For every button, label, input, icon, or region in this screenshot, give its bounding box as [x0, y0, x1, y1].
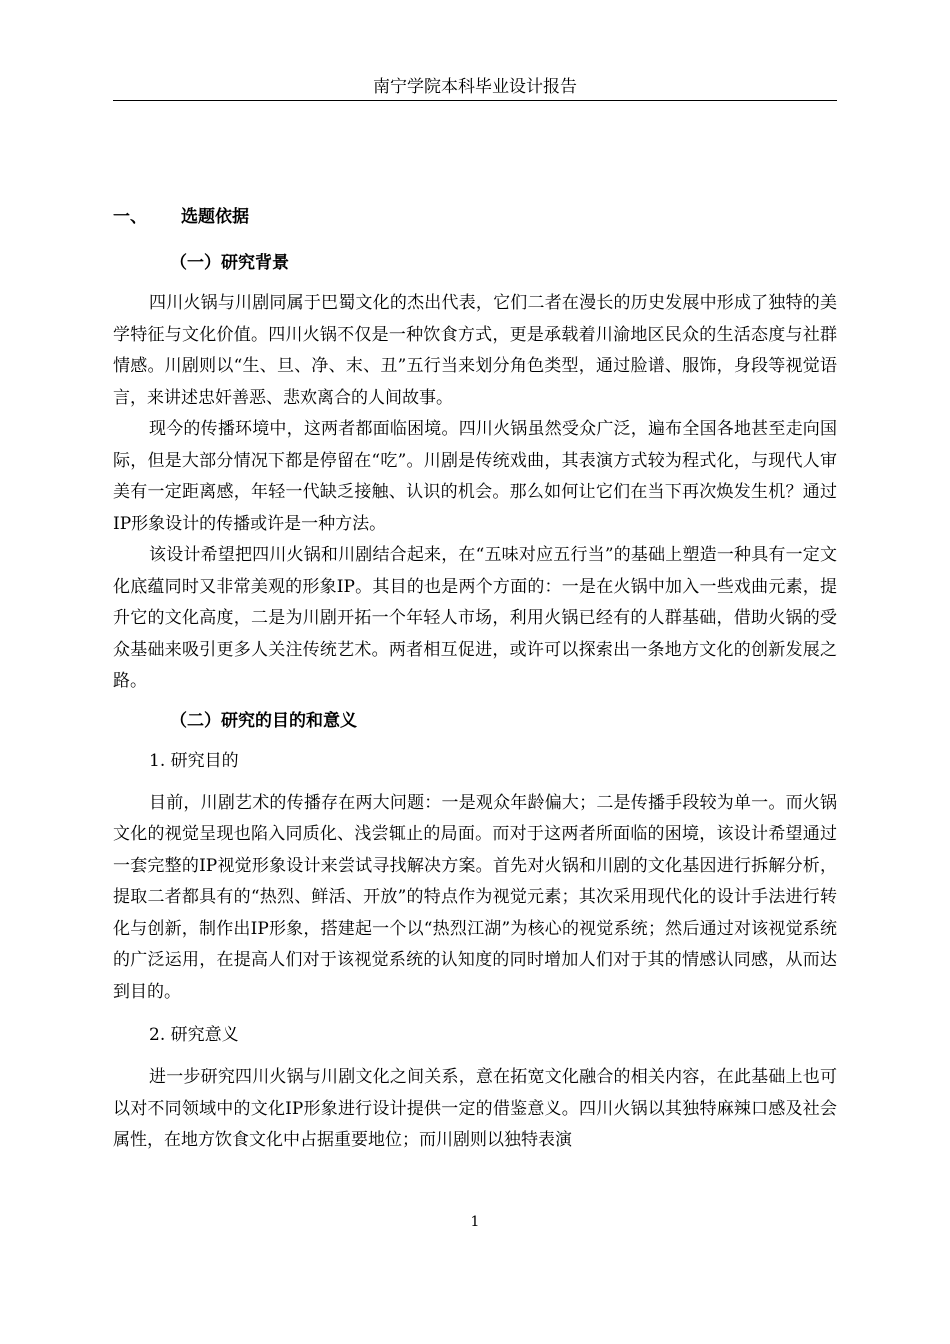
section-title: 选题依据	[181, 207, 249, 227]
paragraph-significance: 进一步研究四川火锅与川剧文化之间关系，意在拓宽文化融合的相关内容，在此基础上也可以对不同领域中的文化IP形象进行设计提供一定的借鉴意义。四川火锅以其独特麻辣口感及社会属性，在地方饮食文化中占据重要地位；而川剧则以独特表演	[113, 1067, 837, 1150]
paragraph-background-3: 该设计希望把四川火锅和川剧结合起来，在“五味对应五行当”的基础上塑造一种具有一定文化底蕴同时又非常美观的形象IP。其目的也是两个方面的：一是在火锅中加入一些戏曲元素，提升它的文化高度，二是为川剧开拓一个年轻人市场，利用火锅已经有的人群基础，借助火锅的受众基础来吸引更多人关注传统艺术。两者相互促进，或许可以探索出一条地方文化的创新发展之路。	[113, 545, 837, 691]
paragraph-purpose: 目前，川剧艺术的传播存在两大问题：一是观众年龄偏大；二是传播手段较为单一。而火锅文化的视觉呈现也陷入同质化、浅尝辄止的局面。而对于这两者所面临的困境，该设计希望通过一套完整的IP视觉形象设计来尝试寻找解决方案。首先对火锅和川剧的文化基因进行拆解分析，提取二者都具有的“热烈、鲜活、开放”的特点作为视觉元素；其次采用现代化的设计手法进行转化与创新，制作出IP形象，搭建起一个以“热烈江湖”为核心的视觉系统；然后通过对该视觉系统的广泛运用，在提高人们对于该视觉系统的认知度的同时增加人们对于其的情感认同感，从而达到目的。	[113, 792, 837, 1002]
item-heading-purpose: 1. 研究目的	[149, 750, 239, 771]
subsection-heading-background: （一）研究背景	[170, 253, 289, 273]
section-heading	[113, 200, 837, 234]
item-heading-significance: 2. 研究意义	[149, 1025, 239, 1045]
page-number: 1	[470, 1214, 480, 1230]
document-body	[113, 200, 837, 1157]
subsection-heading-purpose: （二）研究的目的和意义	[170, 710, 357, 731]
paragraph-background-2: 现今的传播环境中，这两者都面临困境。四川火锅虽然受众广泛，遍布全国各地甚至走向国际，但是大部分情况下都是停留在“吃”。川剧是传统戏曲，其表演方式较为程式化，与现代人审美有一定距离感，年轻一代缺乏接触、认识的机会。那么如何让它们在当下再次焕发生机？通过IP形象设计的传播或许是一种方法。	[113, 419, 837, 534]
paragraph-background-1: 四川火锅与川剧同属于巴蜀文化的杰出代表，它们二者在漫长的历史发展中形成了独特的美学特征与文化价值。四川火锅不仅是一种饮食方式，更是承载着川渝地区民众的生活态度与社群情感。川剧则以“生、旦、净、末、丑”五行当来划分角色类型，通过脸谱、服饰，身段等视觉语言，来讲述忠奸善恶、悲欢离合的人间故事。	[113, 293, 837, 408]
section-number: 一、	[113, 207, 147, 227]
running-header: 南宁学院本科毕业设计报告	[373, 77, 577, 97]
header-divider	[113, 100, 837, 101]
